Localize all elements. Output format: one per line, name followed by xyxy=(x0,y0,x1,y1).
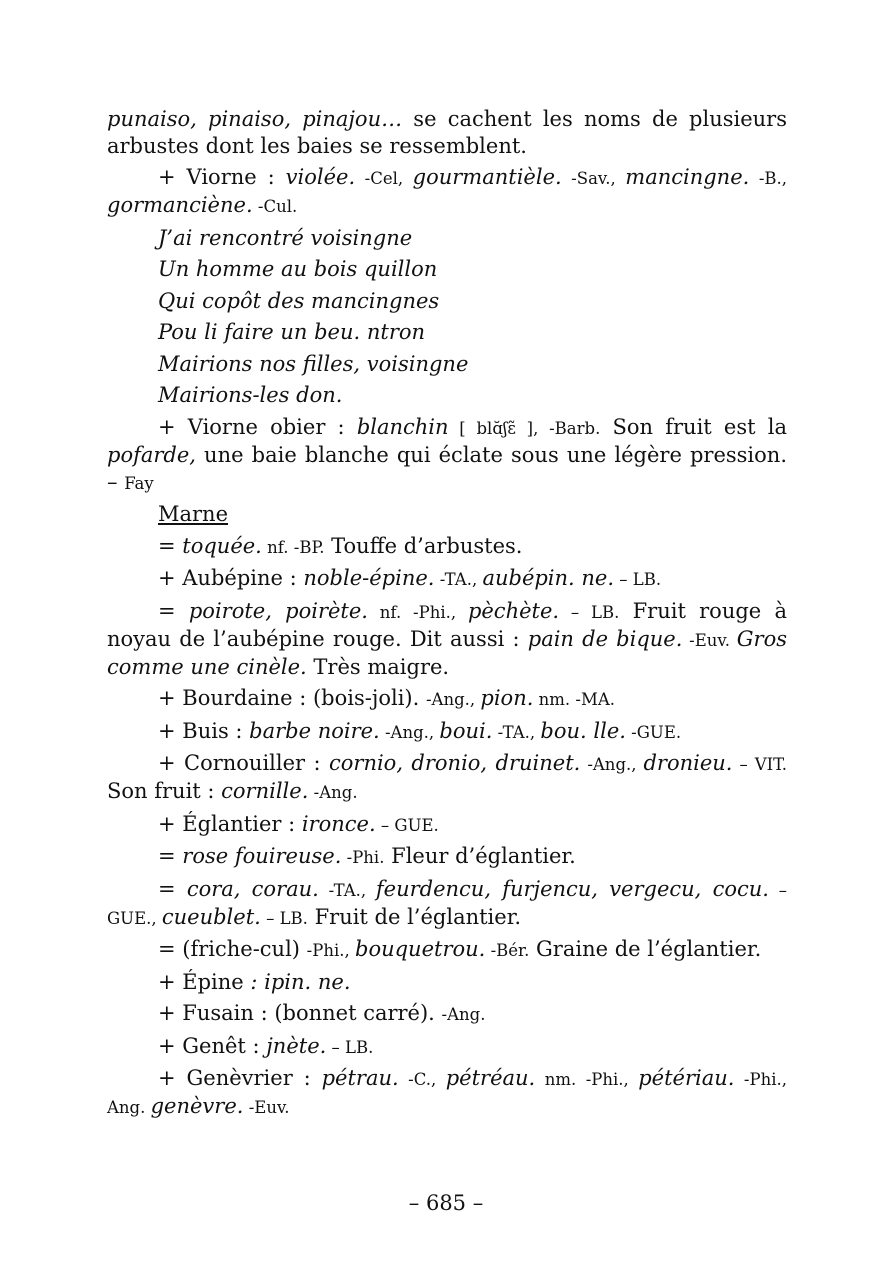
text-run: jnète. xyxy=(266,1033,327,1058)
text-run: [ blɑ̆ʃɛ̃ ], xyxy=(448,418,539,438)
text-run: – LB. xyxy=(326,1037,374,1057)
text-run: : ipin. ne. xyxy=(250,969,351,994)
text-run: cora, corau. xyxy=(186,876,319,901)
page-body xyxy=(107,106,787,1126)
page-number: – 685 – xyxy=(408,1191,484,1215)
text-run: blanchin xyxy=(356,414,449,439)
text-run: cornille. xyxy=(221,779,309,803)
entry xyxy=(107,1065,787,1121)
entry xyxy=(107,750,787,806)
text-run: + Aubépine : xyxy=(158,566,304,590)
text-run: – LB. xyxy=(614,570,662,589)
text-run: – GUE., xyxy=(107,880,787,928)
text-run: nf. -BP. xyxy=(261,537,325,557)
text-run: poirote, poirète. xyxy=(188,598,368,623)
text-run: -Phi., xyxy=(306,941,355,960)
text-run: se cachent les noms de plusieurs arbustes dont les baies se ressemblent. xyxy=(107,107,788,158)
entry xyxy=(107,876,787,932)
text-run: J’ai rencontré voisingne xyxy=(158,225,413,250)
text-run: – LB. xyxy=(260,908,308,928)
text-run: -Ang. xyxy=(308,783,358,802)
text-run: Fruit rouge à noyau de l’aubépine rouge. Dit aussi : xyxy=(107,598,787,651)
entry xyxy=(107,598,787,681)
text-run: Fleur d’églantier. xyxy=(384,844,576,868)
verse-line xyxy=(107,382,787,409)
entry xyxy=(107,811,787,839)
text-run: punaiso, pinaiso, pinajou… xyxy=(107,107,403,131)
text-run: -Ang. xyxy=(441,1005,486,1024)
text-run: -B., xyxy=(749,169,788,188)
text-run: – LB. xyxy=(559,602,620,622)
text-run: barbe noire. xyxy=(249,718,380,743)
text-run: pétréau. xyxy=(445,1066,536,1090)
text-run: pofarde, xyxy=(107,442,196,467)
text-run: + Églantier : xyxy=(158,811,302,836)
entry xyxy=(107,718,787,746)
text-run: -Ang., xyxy=(580,755,644,774)
text-run: violée. xyxy=(285,165,356,189)
text-run: Mairions nos filles, voisingne xyxy=(158,351,469,376)
text-run: Un homme au bois quillon xyxy=(158,257,438,281)
text-run: Son fruit : xyxy=(107,779,222,803)
entry xyxy=(107,1033,787,1061)
text-run: Son fruit est la xyxy=(600,414,787,439)
text-run: -TA., xyxy=(318,880,376,900)
text-run: noble-épine. xyxy=(303,566,435,590)
text-run: + Fusain : (bonnet carré). xyxy=(158,1001,442,1025)
text-run: + Genèvrier : xyxy=(158,1066,322,1090)
entry xyxy=(107,565,787,593)
text-run: + Genêt : xyxy=(158,1033,267,1058)
text-run: -Ang., xyxy=(425,690,481,709)
verse-line xyxy=(107,225,787,252)
section-heading xyxy=(107,501,787,528)
entry xyxy=(107,685,787,713)
text-run: Gros comme une cinèle. xyxy=(107,626,788,679)
text-run: = xyxy=(158,598,189,623)
text-run: – GUE. xyxy=(375,815,439,835)
text-run: -GUE. xyxy=(625,722,682,742)
text-run: + Viorne obier : xyxy=(158,414,357,439)
text-run: -Phi., Ang. xyxy=(107,1070,787,1117)
text-run: Fay xyxy=(124,473,154,493)
entry xyxy=(107,1000,787,1028)
text-run: + Viorne : xyxy=(158,165,286,189)
entry xyxy=(107,936,787,964)
text-run: pion. xyxy=(480,686,534,710)
verse-line xyxy=(107,319,787,346)
text-run: -TA., xyxy=(492,722,541,742)
text-run: nm. -MA. xyxy=(533,690,616,709)
text-run: pétrau. xyxy=(321,1066,399,1090)
verse-line xyxy=(107,256,787,283)
text-run: = xyxy=(158,533,183,558)
text-run: nf. -Phi., xyxy=(367,602,468,622)
text-run: genèvre. xyxy=(150,1094,244,1118)
text-run: rose fouireuse. xyxy=(182,844,342,868)
text-run: nm. -Phi., xyxy=(535,1070,639,1089)
text-run: Très maigre. xyxy=(306,654,450,679)
text-run: pétériau. xyxy=(638,1066,735,1090)
text-run: toquée. xyxy=(182,533,262,558)
verse-line xyxy=(107,288,787,315)
text-run: + Buis : xyxy=(158,718,250,743)
text-run: dronieu. xyxy=(643,751,733,775)
text-run: + Bourdaine : (bois-joli). xyxy=(158,686,426,710)
text-run: -Ang., xyxy=(379,722,440,742)
text-run: une baie blanche qui éclate sous une légère pression. – xyxy=(107,442,787,494)
paragraph-continuation xyxy=(107,106,787,160)
text-run: -Euv. xyxy=(243,1098,290,1117)
text-run: cueublet. xyxy=(161,904,261,929)
entry xyxy=(107,533,787,561)
text-run: boui. xyxy=(439,718,493,743)
text-run: + Cornouiller : xyxy=(158,751,329,775)
text-run: Fruit de l’églantier. xyxy=(307,904,522,929)
text-run: -Euv. xyxy=(682,630,737,650)
text-run: ironce. xyxy=(301,811,376,836)
text-run: = xyxy=(158,876,187,901)
entry-viorne xyxy=(107,164,787,220)
text-run: = xyxy=(158,844,183,868)
text-run: feurdencu, furjencu, vergecu, cocu. xyxy=(375,876,769,901)
text-run: -Phi. xyxy=(341,848,385,867)
entry-viorne-obier xyxy=(107,414,787,497)
text-run: = (friche-cul) xyxy=(158,937,307,961)
text-run: cornio, dronio, druinet. xyxy=(329,751,581,775)
text-run: aubépin. ne. xyxy=(482,566,615,590)
text-run: Mairions-les don. xyxy=(158,383,343,407)
text-run: mancingne. xyxy=(625,165,750,189)
text-run: -Cul. xyxy=(252,197,298,216)
text-run: -TA., xyxy=(434,570,483,589)
text-run: Graine de l’églantier. xyxy=(529,937,762,961)
text-run: Pou li faire un beu. ntron xyxy=(158,320,426,344)
text-run: bou. lle. xyxy=(540,718,626,743)
text-run: -Bér. xyxy=(485,941,530,960)
verse-line xyxy=(107,351,787,378)
text-run: gormanciène. xyxy=(107,193,253,217)
text-run: pain de bique. xyxy=(527,626,683,651)
text-run: bouquetrou. xyxy=(355,937,486,961)
entry xyxy=(107,843,787,871)
text-run: Qui copôt des mancingnes xyxy=(158,288,440,313)
text-run: -Sav., xyxy=(561,169,626,188)
text-run: + Épine xyxy=(158,969,251,994)
text-run: – VIT. xyxy=(732,755,787,774)
text-run: -C., xyxy=(398,1070,446,1089)
text-run: Touffe d’arbustes. xyxy=(324,533,523,558)
entry xyxy=(107,969,787,996)
text-run: pèchète. xyxy=(467,598,560,623)
text-run: -Cel, xyxy=(355,169,413,188)
text-run: Marne xyxy=(158,502,229,526)
text-run: gourmantièle. xyxy=(412,165,562,189)
text-run: -Barb. xyxy=(538,418,601,438)
